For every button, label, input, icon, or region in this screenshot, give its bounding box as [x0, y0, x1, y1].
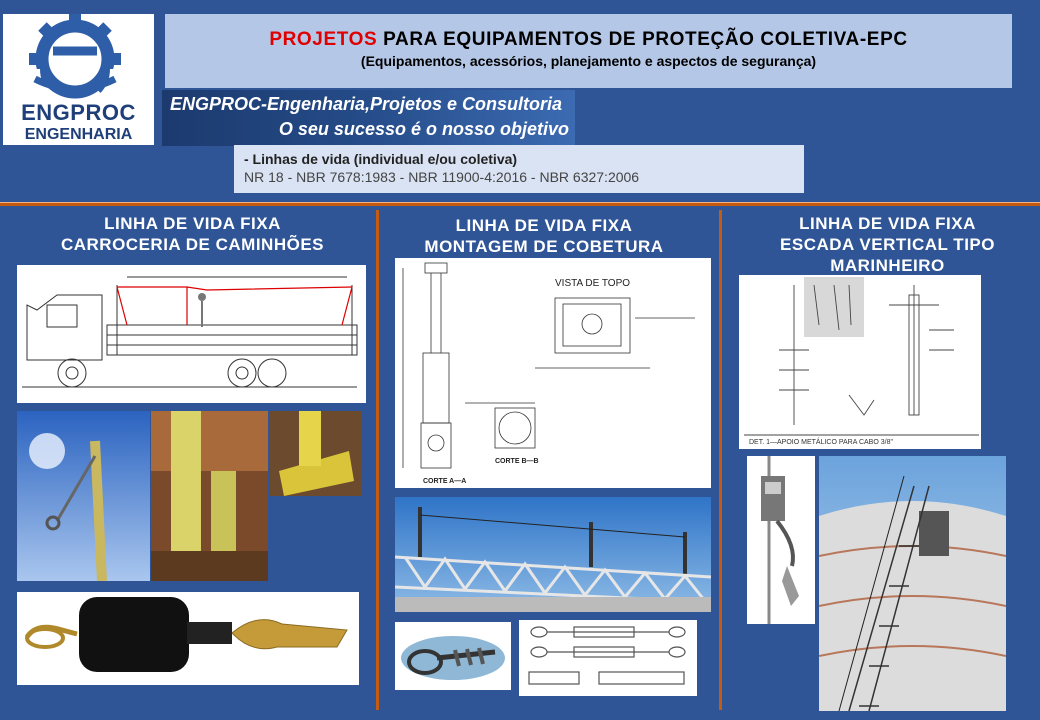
- logo-subtitle: ENGENHARIA: [24, 126, 133, 143]
- column-divider-2: [719, 210, 722, 710]
- banner-slogan: O seu sucesso é o nosso objetivo: [278, 119, 569, 139]
- roof-structure-photo: [395, 497, 711, 612]
- vertical-ladder-photo: [819, 456, 1006, 711]
- column-title-3-line-3: MARINHEIRO: [830, 256, 945, 275]
- page-subtitle: (Equipamentos, acessórios, planejamento e aspectos de segurança): [360, 53, 817, 69]
- title-box: [165, 14, 1012, 88]
- anchor-photo: [17, 411, 150, 581]
- column-title-1-line-1: LINHA DE VIDA FIXA: [104, 214, 281, 233]
- wire-rope-thimble-photo: [395, 622, 511, 690]
- column-title-3: [730, 213, 1040, 276]
- corte-aa-label: CORTE A—A: [423, 478, 467, 485]
- turnbuckle-drawing-image: [519, 620, 697, 696]
- horizontal-divider: [0, 202, 1040, 206]
- post-photo: [151, 411, 268, 581]
- truck-drawing-image: [17, 265, 366, 403]
- base-photo: [269, 411, 362, 496]
- page-title: [165, 29, 1012, 51]
- det-apoio-label: DET. 1—APOIO METÁLICO PARA CABO 3/8": [749, 439, 893, 446]
- vista-topo-label: VISTA DE TOPO: [555, 278, 631, 289]
- company-logo: [3, 14, 154, 145]
- column-divider-1: [376, 210, 379, 710]
- gear-icon: [3, 14, 154, 100]
- logo-name: ENGPROC: [21, 100, 136, 125]
- column-title-1: [20, 213, 365, 255]
- info-line-1: - Linhas de vida (individual e/ou coletiva): [244, 151, 518, 167]
- info-box: [234, 145, 804, 193]
- column-title-1-line-2: CARROCERIA DE CAMINHÕES: [60, 235, 325, 254]
- corte-bb-label: CORTE B—B: [495, 458, 539, 465]
- banner-company: ENGPROC-Engenharia,Projetos e Consultoria: [170, 94, 563, 114]
- title-highlight: PROJETOS: [269, 29, 378, 50]
- column-title-2-line-1: LINHA DE VIDA FIXA: [455, 216, 633, 235]
- roof-anchor-drawing-image: [395, 258, 711, 488]
- fall-arrester-photo: [747, 456, 815, 624]
- title-rest: PARA EQUIPAMENTOS DE PROTEÇÃO COLETIVA-EPC: [377, 29, 908, 50]
- column-title-2: [385, 215, 703, 257]
- ladder-support-drawing-image: [739, 275, 981, 449]
- lanyard-photo: [17, 592, 359, 685]
- column-title-3-line-2: ESCADA VERTICAL TIPO: [780, 235, 995, 254]
- company-banner: [162, 90, 575, 146]
- info-line-2: NR 18 - NBR 7678:1983 - NBR 11900-4:2016 - NBR 6327:2006: [244, 169, 640, 185]
- column-title-3-line-1: LINHA DE VIDA FIXA: [799, 214, 976, 233]
- column-title-2-line-2: MONTAGEM DE COBETURA: [424, 237, 664, 256]
